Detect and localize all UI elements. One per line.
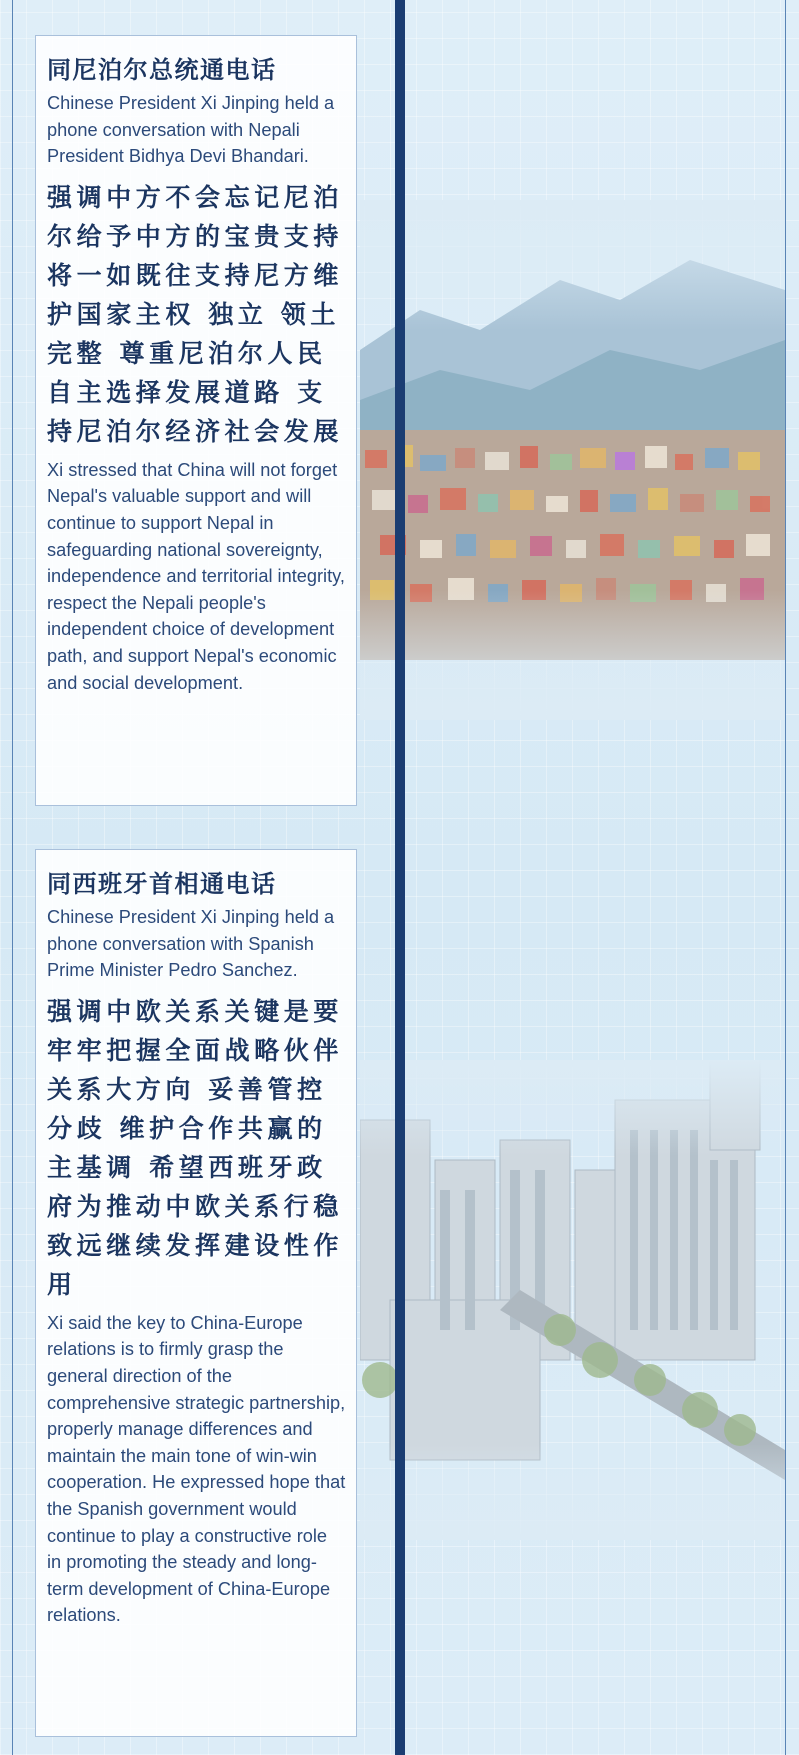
card-subtitle: Chinese President Xi Jinping held a phone conversation with Spanish Prime Minister Pedro Sanchez. [47,907,335,981]
card-headline: 强调中欧关系关键是要牢牢把握全面战略伙伴关系大方向 妥善管控分歧 维护合作共赢的主基调 希望西班牙政府为推动中欧关系行稳致远继续发挥建设性作用 [47,996,344,1299]
right-edge-line [785,0,786,1755]
madrid-cityscape-image [360,1060,785,1540]
card-headline: 强调中方不会忘记尼泊尔给予中方的宝贵支持 将一如既往支持尼方维护国家主权 独立 领土完整 尊重尼泊尔人民自主选择发展道路 支持尼泊尔经济社会发展 [47,182,344,446]
card-subtitle: Chinese President Xi Jinping held a phone conversation with Nepali President Bidhya Devi Bhandari. [47,93,335,167]
news-card-nepal [35,35,357,806]
card-body: Xi stressed that China will not forget Nepal's valuable support and will continue to support Nepal in safeguarding national sovereignty, independence and territorial integrity, respect the Nepali people's independent choice of development path, and support Nepal's economic and social development. [47,459,345,693]
vertical-divider-bar [395,0,405,1755]
card-body: Xi said the key to China-Europe relations is to firmly grasp the general direction of the comprehensive strategic partnership, properly manage differences and maintain the main tone of win-win cooperation. He expressed hope that the Spanish government would continue to play a constructive role in promoting the steady and long-term development of China-Europe relations. [47,1312,346,1626]
card-title: 同尼泊尔总统通电话 [47,55,277,84]
left-edge-line [12,0,13,1755]
card-title: 同西班牙首相通电话 [47,869,277,898]
kathmandu-cityscape-image [360,200,785,720]
news-card-spain [35,849,357,1737]
